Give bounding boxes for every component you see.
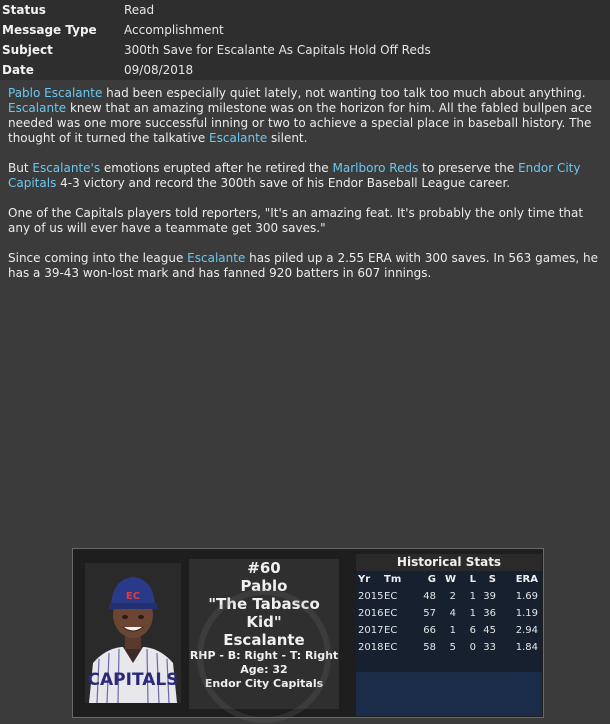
cell: EC bbox=[384, 608, 398, 619]
text: emotions erupted after he retired the bbox=[100, 161, 333, 175]
meta-value: Read bbox=[124, 3, 155, 17]
text: 4-3 victory and record the 300th save of his Endor Baseball League career. bbox=[56, 176, 511, 190]
cell: 1.84 bbox=[515, 642, 538, 653]
player-portrait-icon bbox=[85, 563, 181, 703]
col-header: Yr bbox=[358, 574, 371, 585]
cell: 2015 bbox=[358, 591, 384, 602]
cell: 6 bbox=[469, 625, 476, 636]
player-number: #60 bbox=[247, 559, 281, 577]
cell: 4 bbox=[449, 608, 456, 619]
meta-value: Accomplishment bbox=[124, 23, 224, 37]
meta-row-date bbox=[0, 60, 610, 80]
cell: 2016 bbox=[358, 608, 384, 619]
player-link[interactable]: Pablo Escalante bbox=[8, 86, 103, 100]
article-paragraph-4 bbox=[8, 251, 602, 281]
player-card bbox=[72, 548, 544, 718]
team-link[interactable]: Marlboro Reds bbox=[332, 161, 419, 175]
col-header: Tm bbox=[384, 574, 402, 585]
col-header: L bbox=[469, 574, 476, 585]
cell: 2 bbox=[449, 591, 456, 602]
text: has piled up a 2.55 ERA with 300 saves. In 563 games, he has a 39-43 won-lost mark and has fanned 920 batters in 607 innings. bbox=[8, 251, 599, 280]
text: to preserve the bbox=[418, 161, 519, 175]
player-link[interactable]: Escalante bbox=[209, 131, 268, 145]
player-link[interactable]: Escalante bbox=[8, 101, 67, 115]
col-header: S bbox=[488, 574, 496, 585]
text: But bbox=[8, 161, 33, 175]
article-paragraph-2 bbox=[8, 161, 602, 191]
col-header: W bbox=[444, 574, 456, 585]
cell: 1.19 bbox=[515, 608, 538, 619]
player-first-name: Pablo bbox=[240, 577, 288, 595]
cell: 39 bbox=[483, 591, 496, 602]
player-last-name: Escalante bbox=[223, 631, 305, 649]
message-header bbox=[0, 0, 610, 80]
meta-key: Subject bbox=[2, 43, 53, 57]
meta-value: 09/08/2018 bbox=[124, 63, 194, 77]
cell: 36 bbox=[483, 608, 496, 619]
jersey-text: CAPITALS bbox=[87, 670, 179, 690]
cell: 58 bbox=[423, 642, 436, 653]
article-paragraph-1 bbox=[8, 86, 602, 146]
cell: EC bbox=[384, 642, 398, 653]
cell: 2017 bbox=[358, 625, 384, 636]
text: had been especially quiet lately, not wanting too talk too much about anything. bbox=[102, 86, 586, 100]
table-row bbox=[356, 605, 542, 622]
cell: 5 bbox=[449, 642, 456, 653]
cell: EC bbox=[384, 591, 398, 602]
cell: 45 bbox=[483, 625, 496, 636]
cell: EC bbox=[384, 625, 398, 636]
stats-header-row bbox=[356, 571, 542, 588]
cell: 57 bbox=[423, 608, 436, 619]
cell: 2018 bbox=[358, 642, 384, 653]
cell: 66 bbox=[423, 625, 436, 636]
cell: 2.94 bbox=[515, 625, 538, 636]
player-photo[interactable] bbox=[85, 563, 181, 703]
table-row bbox=[356, 639, 542, 656]
cap-logo: EC bbox=[125, 591, 141, 602]
cell: 1.69 bbox=[515, 591, 538, 602]
text: knew that an amazing milestone was on the horizon for him. All the fabled bullpen ace needed was one more successful inning or two to achieve a special place in baseball history. The thought of it turned the talkative bbox=[8, 101, 592, 145]
team-link[interactable]: Endor City Capitals bbox=[8, 161, 581, 190]
meta-value: 300th Save for Escalante As Capitals Hold Off Reds bbox=[124, 43, 431, 57]
cell: 0 bbox=[469, 642, 476, 653]
player-age: Age: 32 bbox=[240, 663, 288, 676]
text: Since coming into the league bbox=[8, 251, 188, 265]
league-logo-watermark-icon bbox=[356, 672, 542, 716]
player-team: Endor City Capitals bbox=[204, 677, 324, 690]
player-link[interactable]: Escalante's bbox=[32, 161, 101, 175]
table-row bbox=[356, 622, 542, 639]
player-info bbox=[189, 559, 339, 709]
stats-title: Historical Stats bbox=[356, 554, 542, 571]
text: silent. bbox=[267, 131, 308, 145]
cell: 1 bbox=[449, 625, 456, 636]
meta-key: Status bbox=[2, 3, 46, 17]
player-bats-throws: RHP - B: Right - T: Right bbox=[189, 649, 339, 662]
col-header: ERA bbox=[515, 574, 538, 585]
cell: 1 bbox=[469, 608, 476, 619]
meta-key: Message Type bbox=[2, 23, 97, 37]
cell: 48 bbox=[423, 591, 436, 602]
team-logo-watermark-icon bbox=[197, 589, 331, 723]
cell: 33 bbox=[483, 642, 496, 653]
meta-row-message-type bbox=[0, 20, 610, 40]
historical-stats-panel bbox=[356, 554, 542, 716]
meta-row-status bbox=[0, 0, 610, 20]
player-nickname: "The Tabasco Kid" bbox=[208, 595, 320, 631]
cell: 1 bbox=[469, 591, 476, 602]
meta-key: Date bbox=[2, 63, 34, 77]
table-row bbox=[356, 588, 542, 605]
col-header: G bbox=[427, 574, 436, 585]
player-link[interactable]: Escalante bbox=[187, 251, 246, 265]
article-body bbox=[8, 86, 602, 296]
meta-row-subject bbox=[0, 40, 610, 60]
stats-table bbox=[356, 571, 542, 656]
article-paragraph-3: One of the Capitals players told reporters, "It's an amazing feat. It's probably the only time that any of us will ever have a teammate get 300 saves." bbox=[8, 206, 584, 235]
